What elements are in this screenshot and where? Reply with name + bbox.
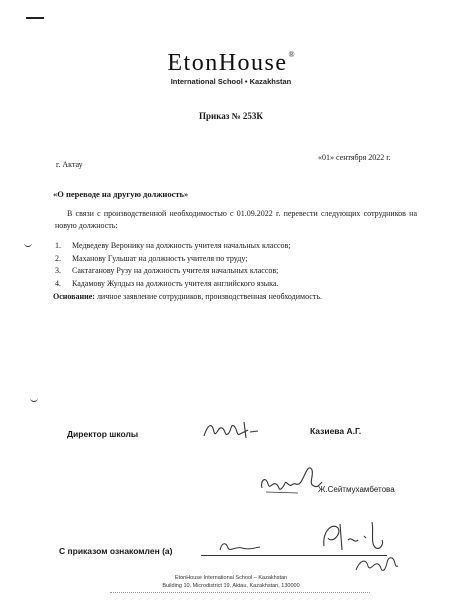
list-item: [55, 278, 291, 291]
list-item-text: Кадамову Жулдыз на должность учителя английского языка.: [72, 278, 279, 288]
director-label: Директор школы: [67, 429, 139, 439]
list-item-text: Маханову Гульшат на должность учителя по труду;: [72, 253, 248, 263]
list-item: [55, 240, 291, 253]
employee-signature: [258, 462, 324, 500]
order-city: г. Актау: [56, 160, 83, 169]
list-item-number: 4.: [55, 278, 61, 288]
scan-mark: [26, 17, 44, 19]
list-item-number: 1.: [55, 241, 61, 250]
list-item: [55, 253, 291, 266]
basis-label: Основание:: [53, 292, 95, 301]
list-item-number: 3.: [55, 266, 61, 275]
acknowledgement-signature: [318, 514, 386, 554]
director-name: Казиева А.Г.: [310, 426, 362, 436]
scan-mark: [30, 397, 38, 402]
list-item: [55, 265, 291, 278]
brand-logo: [0, 50, 462, 76]
order-basis: [53, 292, 322, 301]
order-date: «01» сентября 2022 г.: [318, 153, 391, 162]
acknowledgement-signature: [216, 538, 264, 556]
order-number: Приказ № 253К: [199, 111, 263, 121]
acknowledgement-signature: [352, 550, 402, 576]
director-signature: [200, 418, 262, 442]
basis-text: личное заявление сотрудников, производственная необходимость.: [96, 292, 322, 301]
acknowledged-person: Ж.Сейтмухамбетова: [318, 485, 395, 494]
list-item-number: 2.: [55, 253, 61, 263]
order-subject: «О переводе на другую должность»: [53, 189, 189, 199]
brand-name: EtonHouse: [167, 50, 288, 76]
footer-contacts-line: [110, 592, 370, 596]
footer-school-name: EtonHouse International School – Kazakhstan: [174, 575, 288, 581]
list-item-text: Сактаганову Рузу на должность учителя начальных классов;: [72, 266, 279, 275]
acknowledgement-label: С приказом ознакомлен (а): [59, 546, 173, 556]
brand-subtitle: International School • Kazakhstan: [170, 77, 292, 86]
footer-address: Building 10, Microdistrict 19, Aktau, Kazakhstan, 130000: [162, 583, 300, 589]
order-intro: В связи с производственной необходимостью с 01.09.2022 г. перевести следующих сотрудников на новую должность:: [55, 209, 417, 230]
scan-mark: [24, 242, 32, 247]
staff-list: [55, 240, 291, 290]
list-item-text: Медведеву Веронику на должность учителя начальных классов;: [72, 241, 291, 250]
brand-registered-mark: ®: [288, 50, 295, 59]
